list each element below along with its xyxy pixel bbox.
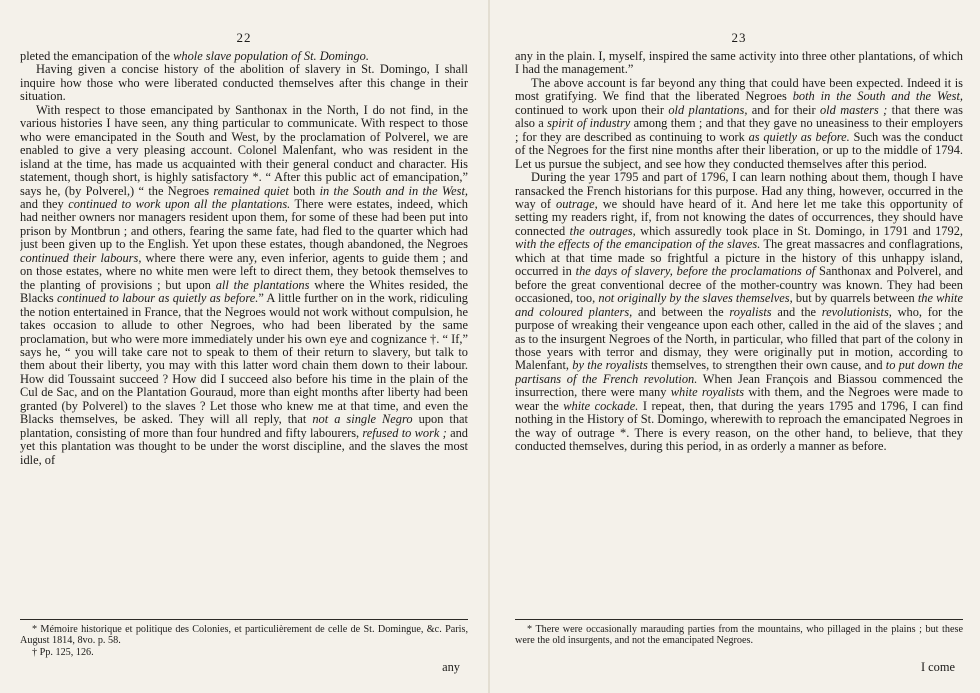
left-body-text: [20, 50, 468, 618]
left-page: [20, 0, 468, 693]
paragraph: With respect to those emancipated by Santhonax in the North, I do not find, in the various histories I have seen, any thing particular to communicate. With respect to those who were emancipated in the South and West, by the proclamation of Polverel, we are enabled to give a very pleasing account. Colonel Malenfant, who was resident in the island at the time, has made us acquainted with their general conduct and character. His statement, though short, is highly satisfactory *. “ After this public act of emancipation,” says he, (by Polverel,) “ the Negroes remained quiet both in the South and in the West, and they continued to work upon all the plantations. There were estates, indeed, which had neither owners nor managers resident upon them, for some of these had been put into prison by Montbrun ; and others, fearing the same fate, had fled to the quarter which had just been given up to the English. Yet upon these estates, though abandoned, the Negroes continued their labours, where there were any, even inferior, agents to guide them ; and on those estates, where no white men were left to direct them, they betook themselves to the planting of provisions ; but upon all the plantations where the Whites resided, the Blacks continued to labour as quietly as before.” A little further on in the work, ridiculing the notion entertained in France, that the Negroes would not work without compulsion, he takes occasion to allude to other Negroes, who had been liberated by the same proclamation, but who were more immediately under his own eye and cognizance †. “ If,” says he, “ you will take care not to speak to them of their return to slavery, but talk to them about their liberty, you may with this latter word chain them down to their labour. How did Toussaint succeed ? How did I succeed also before his time in the plain of the Cul de Sac, and on the Plantation Gouraud, more than eight months after liberty had been granted (by Polverel) to the slaves ? Let those who knew me at that time, and even the Blacks themselves, be asked. They will all reply, that not a single Negro upon that plantation, consisting of more than four hundred and fifty labourers, refused to work ; and yet this plantation was thought to be under the worst discipline, and the slaves the most idle, of: [20, 102, 468, 467]
paragraph: During the year 1795 and part of 1796, I can learn nothing about them, though I have ransacked the French historians for this purpose. Had any thing, however, occurred in the way of outrage, we should have heard of it. And here let me take this opportunity of setting my readers right, if, from not knowing the dates of occurrences, they should have connected the outrages, which assuredly took place in St. Domingo, in 1791 and 1792, with the effects of the emancipation of the slaves. The great massacres and conflagrations, which at that time made so frightful a picture in the history of this unhappy island, occurred in the days of slavery, before the proclamations of Santhonax and Polverel, and before the great conventional decree of the mother-country was known. They had been occasioned, too, not originally by the slaves themselves, but by quarrels between the white and coloured planters, and between the royalists and the revolutionists, who, for the purpose of wreaking their vengeance upon each other, called in the aid of the slaves ; and as to the insurgent Negroes of the North, in particular, who filled that part of the colony in those years with terror and dismay, they were originally put in motion, according to Malenfant, by the royalists themselves, to strengthen their own cause, and to put down the partisans of the French revolution. When Jean François and Biassou commenced the insurrection, there were many white royalists with them, and the Negroes were made to wear the white cockade. I repeat, then, that during the years 1795 and 1796, I can find nothing in the History of St. Domingo, wherewith to reproach the emancipated Negroes in the way of outrage *. There is every reason, on the other hand, to believe, that they conducted themselves, during this period, in as orderly a manner as before.: [515, 170, 963, 454]
footnote-rule-right: [515, 619, 963, 620]
footnote: † Pp. 125, 126.: [32, 646, 94, 658]
footnote: * There were occasionally marauding parties from the mountains, who pillaged in the plains ; but these were the old insurgents, and not the emancipated Negroes.: [515, 624, 963, 647]
book-gutter: [488, 0, 490, 693]
page-number-left: 22: [236, 30, 252, 45]
page-number-right: 23: [731, 30, 747, 45]
catchword-left: any: [442, 660, 460, 674]
right-body-text: [515, 50, 963, 618]
left-footnotes: [20, 624, 468, 658]
right-page: [515, 0, 963, 693]
paragraph: The above account is far beyond any thing that could have been expected. Indeed it is most gratifying. We find that the liberated Negroes both in the South and the West, continued to work upon their old plantations, and for their old masters ; that there was also a spirit of industry among them ; and that they gave no uneasiness to their employers ; for they are described as continuing to work as quietly as before. Such was the conduct of the Negroes for the first nine months after their liberation, or up to the middle of 1794. Let us pursue the subject, and see how they conducted themselves after this period.: [515, 75, 963, 171]
paragraph: any in the plain. I, myself, inspired the same activity into three other plantations, of which I had the management.”: [515, 50, 963, 77]
catchword-right: I come: [920, 660, 955, 674]
paragraph: pleted the emancipation of the whole slave population of St. Domingo.: [20, 50, 369, 63]
footnote-rule-left: [20, 619, 468, 620]
footnote: * Mémoire historique et politique des Colonies, et particulièrement de celle de St. Domingue, &c. Paris, August 1814, 8vo. p. 58.: [20, 624, 468, 647]
paragraph: Having given a concise history of the abolition of slavery in St. Domingo, I shall inquire how those who were liberated conducted themselves after this change in their situation.: [20, 62, 468, 104]
right-footnotes: [515, 624, 963, 647]
